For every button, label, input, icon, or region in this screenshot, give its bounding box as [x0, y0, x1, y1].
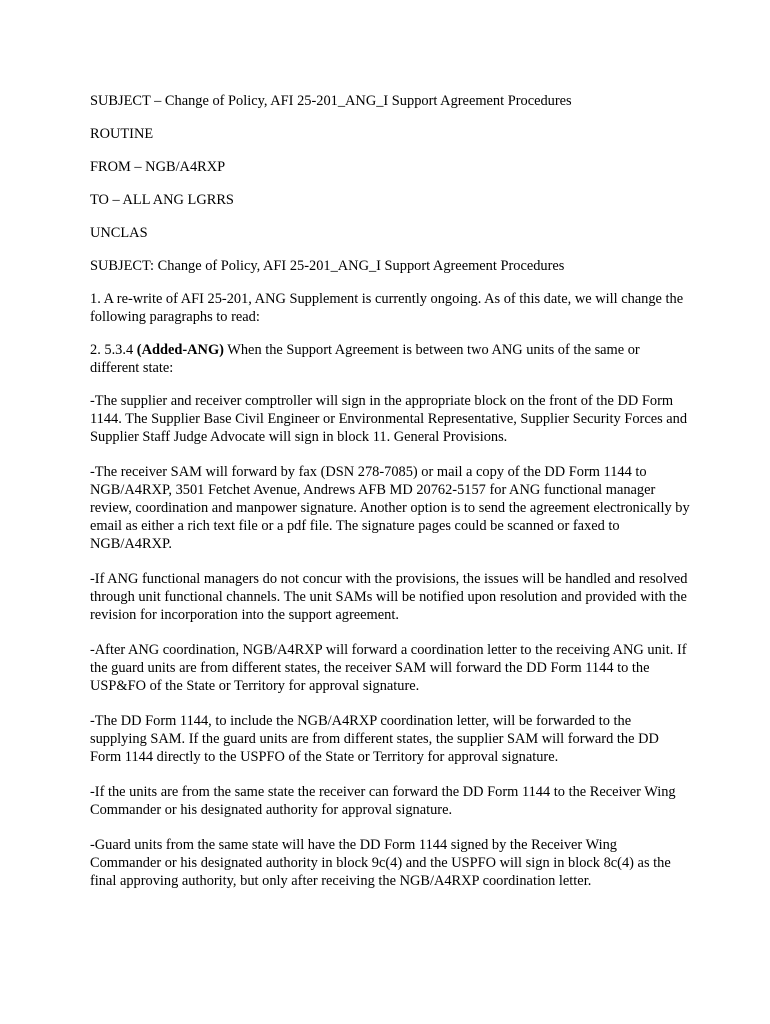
paragraph-2-added-ang: (Added-ANG) — [136, 342, 224, 358]
bullet-paragraph: -The DD Form 1144, to include the NGB/A4RXP coordination letter, will be forwarded to the supplying SAM. If the guard units are from different states, the supplier SAM will forward the DD Form 1144 directly to the USPFO of the State or Territory for approval signature. — [90, 713, 659, 765]
bullet-paragraph: -If the units are from the same state the receiver can forward the DD Form 1144 to the Receiver Wing Commander or his designated authority for approval signature. — [90, 784, 676, 818]
bullet-paragraph: -The supplier and receiver comptroller will sign in the appropriate block on the front of the DD Form 1144. The Supplier Base Civil Engineer or Environmental Representative, Supplier Security Forces and Supplier Staff Judge Advocate will sign in block 11. General Provisions. — [90, 393, 688, 445]
from-line: FROM – NGB/A4RXP — [90, 159, 226, 175]
routine-line: ROUTINE — [90, 126, 154, 142]
to-line: TO – ALL ANG LGRRS — [90, 192, 234, 208]
classification-line: UNCLAS — [90, 225, 148, 241]
document-body — [90, 92, 690, 907]
paragraph-2 — [90, 341, 690, 377]
paragraph-1: 1. A re-write of AFI 25-201, ANG Supplement is currently ongoing. As of this date, we will change the following paragraphs to read: — [90, 291, 684, 325]
subject-line: SUBJECT – Change of Policy, AFI 25-201_ANG_I Support Agreement Procedures — [90, 93, 572, 109]
bullet-paragraph: -If ANG functional managers do not concur with the provisions, the issues will be handled and resolved through unit functional channels. The unit SAMs will be notified upon resolution and provided with the revision for incorporation into the support agreement. — [90, 571, 688, 623]
paragraph-2-prefix: 2. 5.3.4 — [90, 342, 137, 358]
subject-repeat-line: SUBJECT: Change of Policy, AFI 25-201_ANG_I Support Agreement Procedures — [90, 258, 565, 274]
bullet-paragraph: -Guard units from the same state will have the DD Form 1144 signed by the Receiver Wing Commander or his designated authority in block 9c(4) and the USPFO will sign in block 8c(4) as the final approving authority, but only after receiving the NGB/A4RXP coordination letter. — [90, 837, 671, 889]
paragraph-2-text: When the Support Agreement is between two ANG units of the same or different state: — [90, 342, 640, 376]
bullet-paragraph: -After ANG coordination, NGB/A4RXP will forward a coordination letter to the receiving ANG unit. If the guard units are from different states, the receiver SAM will forward the DD Form 1144 to the USP&FO of the State or Territory for approval signature. — [90, 642, 687, 694]
bullet-paragraph: -The receiver SAM will forward by fax (DSN 278-7085) or mail a copy of the DD Form 1144 to NGB/A4RXP, 3501 Fetchet Avenue, Andrews AFB MD 20762-5157 for ANG functional manager review, coordination and manpower signature. Another option is to send the agreement electronically by email as either a rich text file or a pdf file. The signature pages could be scanned or faxed to NGB/A4RXP. — [90, 464, 690, 552]
